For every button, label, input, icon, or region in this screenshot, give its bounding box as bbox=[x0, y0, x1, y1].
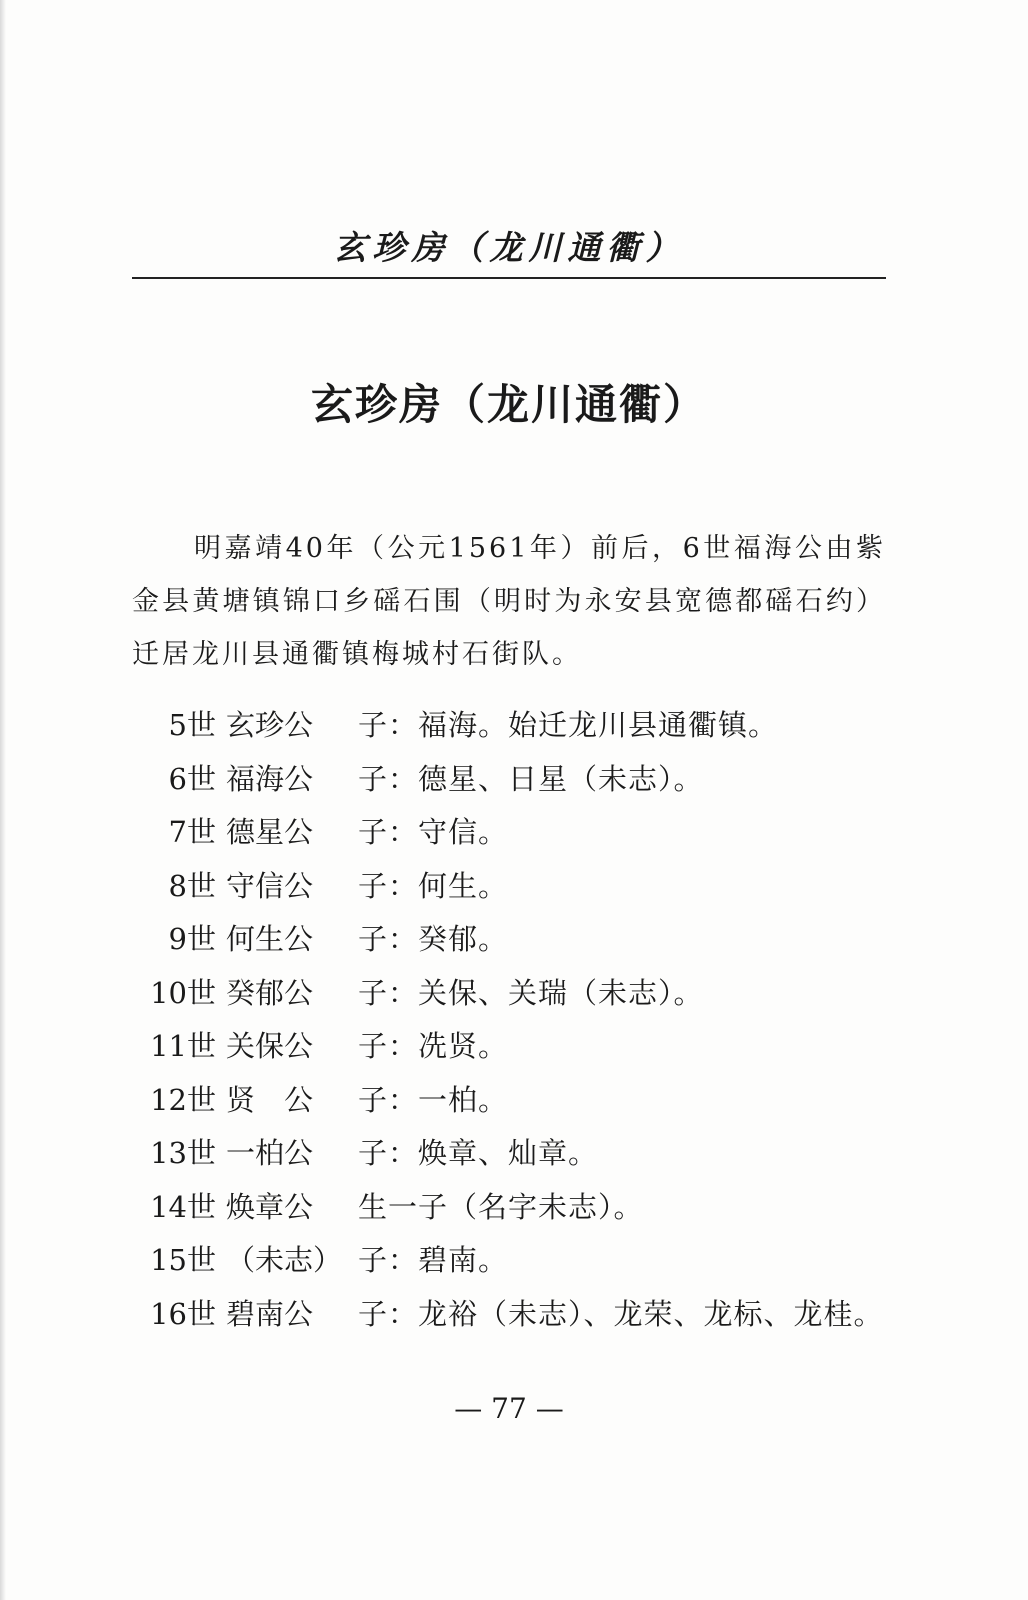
ancestor-name: 何生公 bbox=[226, 922, 314, 956]
ancestor-name: 碧南公 bbox=[226, 1296, 314, 1331]
generation-label: 5世 bbox=[168, 708, 216, 742]
ancestor-name: 关保公 bbox=[226, 1029, 314, 1063]
generation-label: 7世 bbox=[168, 815, 216, 849]
generation-label: 9世 bbox=[168, 922, 216, 956]
ancestor-name: （未志） bbox=[226, 1243, 343, 1277]
ancestor-name: 焕章公 bbox=[226, 1189, 314, 1224]
generation-label: 8世 bbox=[168, 868, 216, 903]
lineage-row bbox=[132, 973, 892, 1027]
descendants-text: 子：福海。始迁龙川县通衢镇。 bbox=[358, 708, 779, 742]
generation-label: 16世 bbox=[150, 1296, 216, 1331]
descendants-text: 子：龙裕（未志）、龙荣、龙标、龙桂。 bbox=[358, 1296, 884, 1331]
descendants-text: 子：关保、关瑞（未志）。 bbox=[358, 975, 704, 1010]
descendants-text: 子：焕章、灿章。 bbox=[358, 1136, 599, 1170]
ancestor-name: 守信公 bbox=[226, 868, 314, 903]
lineage-row bbox=[132, 1026, 892, 1080]
ancestor-name: 癸郁公 bbox=[226, 975, 314, 1010]
lineage-row bbox=[132, 1133, 892, 1187]
ancestor-name: 福海公 bbox=[226, 761, 314, 796]
generation-label: 10世 bbox=[150, 975, 216, 1010]
descendants-text: 子：一柏。 bbox=[358, 1082, 509, 1117]
intro-paragraph: 明嘉靖40年（公元1561年）前后，6世福海公由紫金县黄塘镇锦口乡磘石围（明时为永安县宽德都磘石约）迁居龙川县通衢镇梅城村石街队。 bbox=[132, 533, 886, 670]
generation-label: 11世 bbox=[150, 1029, 216, 1063]
ancestor-name: 玄珍公 bbox=[226, 708, 314, 742]
lineage-row bbox=[132, 1187, 892, 1241]
header-rule bbox=[132, 277, 886, 279]
scan-edge bbox=[0, 0, 6, 1600]
descendants-text: 子：冼贤。 bbox=[358, 1029, 509, 1063]
ancestor-name: 德星公 bbox=[226, 815, 314, 849]
descendants-text: 子：碧南。 bbox=[358, 1243, 509, 1277]
generation-label: 14世 bbox=[150, 1189, 216, 1224]
ancestor-name: 贤 公 bbox=[226, 1082, 314, 1117]
lineage-row bbox=[132, 705, 892, 759]
lineage-row bbox=[132, 1080, 892, 1134]
descendants-text: 子：癸郁。 bbox=[358, 922, 509, 956]
lineage-row bbox=[132, 1294, 892, 1404]
generation-label: 15世 bbox=[150, 1243, 216, 1277]
lineage-list bbox=[132, 705, 892, 1404]
generation-label: 12世 bbox=[150, 1082, 216, 1117]
lineage-row bbox=[132, 759, 892, 813]
descendants-text: 子：德星、日星（未志）。 bbox=[358, 761, 704, 796]
generation-label: 13世 bbox=[150, 1136, 216, 1170]
lineage-row bbox=[132, 812, 892, 866]
lineage-row bbox=[132, 866, 892, 920]
ancestor-name: 一柏公 bbox=[226, 1136, 314, 1170]
descendants-text: 子：守信。 bbox=[358, 815, 509, 849]
generation-label: 6世 bbox=[168, 761, 216, 796]
lineage-row bbox=[132, 919, 892, 973]
descendants-text: 子：何生。 bbox=[358, 868, 509, 903]
page-number: — 77 — bbox=[454, 1392, 564, 1425]
descendants-text: 生一子（名字未志）。 bbox=[358, 1189, 644, 1224]
lineage-row bbox=[132, 1240, 892, 1294]
running-header: 玄珍房（龙川通衢） bbox=[333, 228, 685, 267]
chapter-title: 玄珍房（龙川通衢） bbox=[310, 380, 707, 429]
